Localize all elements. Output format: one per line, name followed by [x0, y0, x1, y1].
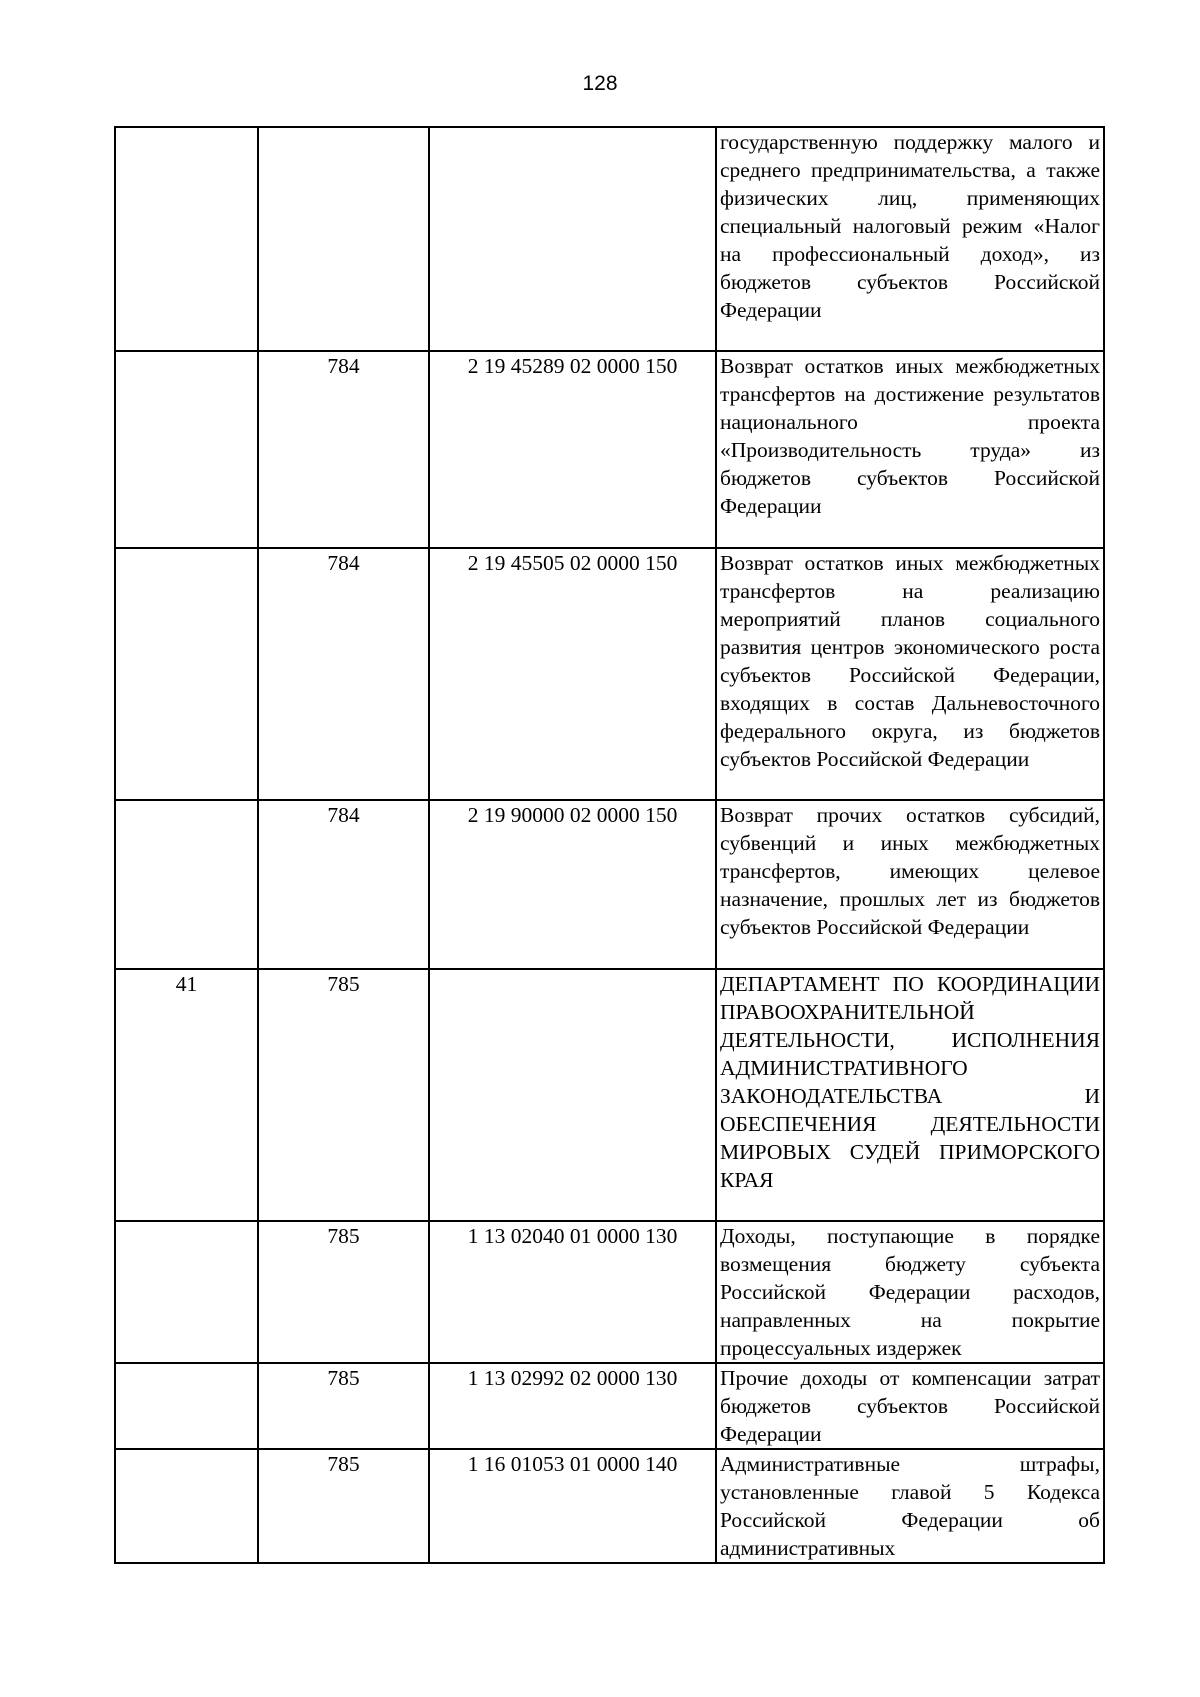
revenue-code-cell: 2 19 45505 02 0000 150 [429, 548, 716, 800]
administrator-code-cell [258, 127, 429, 351]
administrator-code-cell: 784 [258, 800, 429, 969]
revenue-name-cell: Административные штрафы, установленные главой 5 Кодекса Российской Федерации об административных [716, 1449, 1104, 1563]
table-row [115, 1449, 1104, 1563]
administrator-code-cell: 785 [258, 1221, 429, 1363]
revenue-code-cell [429, 969, 716, 1221]
row-number-cell [115, 127, 258, 351]
table-row [115, 1221, 1104, 1363]
row-number-cell [115, 351, 258, 548]
revenue-name-cell: Возврат прочих остатков субсидий, субвенций и иных межбюджетных трансфертов, имеющих целевое назначение, прошлых лет из бюджетов субъектов Российской Федерации [716, 800, 1104, 969]
revenue-code-cell: 1 13 02040 01 0000 130 [429, 1221, 716, 1363]
row-number-cell [115, 800, 258, 969]
row-number-cell [115, 1363, 258, 1449]
table-row [115, 1363, 1104, 1449]
revenue-code-cell: 1 16 01053 01 0000 140 [429, 1449, 716, 1563]
administrator-code-cell: 784 [258, 351, 429, 548]
department-name-cell: ДЕПАРТАМЕНТ ПО КООРДИНАЦИИ ПРАВООХРАНИТЕЛЬНОЙ ДЕЯТЕЛЬНОСТИ, ИСПОЛНЕНИЯ АДМИНИСТРАТИВНОГО ЗАКОНОДАТЕЛЬСТВА И ОБЕСПЕЧЕНИЯ ДЕЯТЕЛЬНОСТИ МИРОВЫХ СУДЕЙ ПРИМОРСКОГО КРАЯ [716, 969, 1104, 1221]
revenue-code-cell: 1 13 02992 02 0000 130 [429, 1363, 716, 1449]
row-number-cell [115, 548, 258, 800]
revenue-name-cell: Возврат остатков иных межбюджетных трансфертов на достижение результатов национального проекта «Производительность труда» из бюджетов субъектов Российской Федерации [716, 351, 1104, 548]
row-number-cell [115, 1449, 258, 1563]
revenue-name-cell: Прочие доходы от компенсации затрат бюджетов субъектов Российской Федерации [716, 1363, 1104, 1449]
administrator-code-cell: 785 [258, 969, 429, 1221]
revenue-code-cell [429, 127, 716, 351]
revenue-code-cell: 2 19 90000 02 0000 150 [429, 800, 716, 969]
row-number-cell [115, 1221, 258, 1363]
table-row [115, 548, 1104, 800]
administrator-code-cell: 784 [258, 548, 429, 800]
administrator-code-cell: 785 [258, 1449, 429, 1563]
row-number-cell: 41 [115, 969, 258, 1221]
revenue-name-cell: Возврат остатков иных межбюджетных трансфертов на реализацию мероприятий планов социального развития центров экономического роста субъектов Российской Федерации, входящих в состав Дальневосточного федерального округа, из бюджетов субъектов Российской Федерации [716, 548, 1104, 800]
revenue-code-cell: 2 19 45289 02 0000 150 [429, 351, 716, 548]
table-row [115, 969, 1104, 1221]
page-number: 128 [582, 72, 618, 95]
table-row [115, 127, 1104, 351]
revenue-name-cell: государственную поддержку малого и среднего предпринимательства, а также физических лиц, применяющих специальный налоговый режим «Налог на профессиональный доход», из бюджетов субъектов Российской Федерации [716, 127, 1104, 351]
budget-codes-table [114, 126, 1105, 1564]
administrator-code-cell: 785 [258, 1363, 429, 1449]
revenue-name-cell: Доходы, поступающие в порядке возмещения бюджету субъекта Российской Федерации расходов, направленных на покрытие процессуальных издержек [716, 1221, 1104, 1363]
table-row [115, 351, 1104, 548]
table-row [115, 800, 1104, 969]
